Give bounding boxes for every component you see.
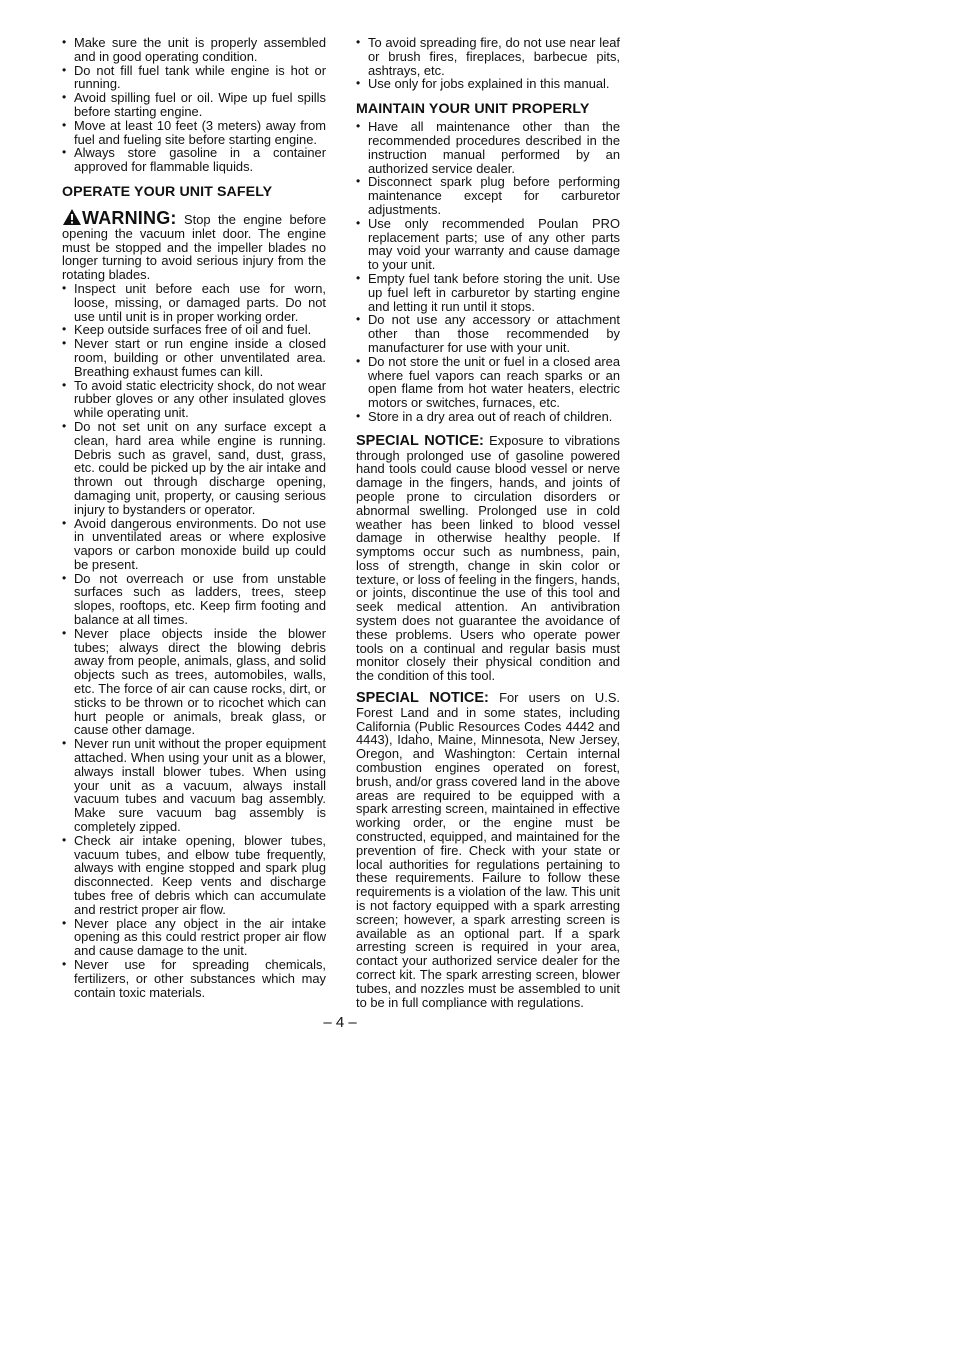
list-item: • Check air intake opening, blower tubes, vacuum tubes, and elbow tube frequently, always with engine stopped and spark plug disconnected. Keep vents and discharge tubes free of debris which can accumulate and restrict proper air flow. (62, 834, 326, 917)
fire-safety-list (356, 36, 620, 91)
list-item: • Avoid dangerous environments. Do not use in unventilated areas or where explosive vapors or carbon monoxide build up could be present. (62, 517, 326, 572)
left-column (62, 36, 326, 999)
warning-paragraph (62, 208, 326, 282)
maintenance-list (356, 120, 620, 424)
list-item: • Store in a dry area out of reach of children. (356, 410, 620, 424)
list-item: • Do not set unit on any surface except a clean, hard area while engine is running. Debris such as gravel, sand, dust, grass, etc. could be picked up by the air intake and thrown out through discharge opening, damaging unit, property, or causing serious injury to bystanders or operator. (62, 420, 326, 517)
section-heading-operate: OPERATE YOUR UNIT SAFELY (62, 183, 273, 200)
list-item: • Move at least 10 feet (3 meters) away from fuel and fueling site before starting engine. (62, 119, 326, 147)
list-item: • Have all maintenance other than the recommended procedures described in the instruction manual performed by an authorized service dealer. (356, 120, 620, 175)
list-item: • Keep outside surfaces free of oil and fuel. (62, 323, 326, 337)
special-notice-label: SPECIAL NOTICE: (356, 432, 484, 449)
warning-label: WARNING: (82, 207, 177, 228)
section-heading-maintain: MAINTAIN YOUR UNIT PROPERLY (356, 101, 590, 118)
list-item: • Disconnect spark plug before performing maintenance except for carburetor adjustments. (356, 175, 620, 216)
list-item: • Never run unit without the proper equipment attached. When using your unit as a blower, always install blower tubes. When using your unit as a vacuum, always install vacuum tubes and vacuum bag assembly. Make sure vacuum bag assembly is completely zipped. (62, 737, 326, 834)
list-item: • To avoid spreading fire, do not use near leaf or brush fires, fireplaces, barbecue pits, ashtrays, etc. (356, 36, 620, 77)
list-item: • Do not overreach or use from unstable surfaces such as ladders, trees, steep slopes, rooftops, etc. Keep firm footing and balance at all times. (62, 572, 326, 627)
list-item: • Do not store the unit or fuel in a closed area where fuel vapors can reach sparks or an open flame from hot water heaters, electric motors or switches, furnaces, etc. (356, 355, 620, 410)
list-item: • Use only for jobs explained in this manual. (356, 77, 620, 91)
special-notice-text: Exposure to vibrations through prolonged use of gasoline powered hand tools could cause blood vessel or nerve damage in the fingers, hands, and joints of people prone to circulation disorders or abnormal swelling. Prolonged use in cold weather has been linked to blood vessel damage in otherwise healthy people. If symptoms occur such as numbness, pain, loss of strength, change in skin color or texture, or loss of feeling in the fingers, hands, or joints, discontinue the use of this tool and seek medical attention. An antivibration system does not guarantee the avoidance of these problems. Users who operate power tools on a continual and regular basis must monitor closely their physical condition and the condition of this tool. (356, 432, 621, 684)
list-item: • Inspect unit before each use for worn, loose, missing, or damaged parts. Do not use until unit is in proper working order. (62, 282, 326, 323)
right-column (356, 36, 620, 1009)
fuel-safety-list (62, 36, 326, 174)
list-item: • Avoid spilling fuel or oil. Wipe up fuel spills before starting engine. (62, 91, 326, 119)
operate-safety-list (62, 282, 326, 999)
list-item: • Never place any object in the air intake opening as this could restrict proper air flow and cause damage to the unit. (62, 917, 326, 958)
special-notice-text: For users on U.S. Forest Land and in some states, including California (Public Resources Codes 4442 and 4443), Idaho, Maine, Minnesota, New Jersey, Oregon, and Washington: Certain internal combustion engines operated on forest, brush, and/or grass covered land in the above areas are required to be equipped with a spark arresting screen, maintained in effective working order, or the engine must be constructed, equipped, and maintained for the prevention of fire. Check with your state or local authorities for regulations pertaining to these requirements. Failure to follow these requirements is a violation of the law. This unit is not factory equipped with a spark arresting screen; however, a spark arresting screen is available as an optional part. If a spark arresting screen is required in your area, contact your authorized service dealer for the correct kit. The spark arresting screen, blower tubes, and nozzles must be assembled to unit to be in full compliance with regulations. (356, 690, 621, 1010)
special-notice-vibration (356, 434, 620, 683)
list-item: • To avoid static electricity shock, do not wear rubber gloves or any other insulated gloves while operating unit. (62, 379, 326, 420)
list-item: • Do not use any accessory or attachment other than those recommended by manufacturer for use with your unit. (356, 313, 620, 354)
list-item: • Make sure the unit is properly assembled and in good operating condition. (62, 36, 326, 64)
list-item: • Never use for spreading chemicals, fertilizers, or other substances which may contain toxic materials. (62, 958, 326, 999)
warning-triangle-icon (62, 208, 82, 226)
list-item: • Use only recommended Poulan PRO replacement parts; use of any other parts may void your warranty and cause damage to your unit. (356, 217, 620, 272)
list-item: • Always store gasoline in a container approved for flammable liquids. (62, 146, 326, 174)
special-notice-label: SPECIAL NOTICE: (356, 690, 489, 707)
warning-text: Stop the engine before opening the vacuum inlet door. The engine must be stopped and the impeller blades no longer turning to avoid serious injury from the rotating blades. (62, 211, 326, 283)
list-item: • Empty fuel tank before storing the unit. Use up fuel left in carburetor by starting engine and letting it run until it stops. (356, 272, 620, 313)
page-number: – 4 – (323, 1014, 357, 1031)
list-item: • Never start or run engine inside a closed room, building or other unventilated area. Breathing exhaust fumes can kill. (62, 337, 326, 378)
special-notice-spark-arrestor (356, 691, 620, 1009)
list-item: • Never place objects inside the blower tubes; always direct the blowing debris away from people, animals, glass, and solid objects such as trees, automobiles, walls, etc. The force of air can cause rocks, dirt, or sticks to be thrown or to ricochet which can hurt people or animals, break glass, or cause other damage. (62, 627, 326, 737)
list-item: • Do not fill fuel tank while engine is hot or running. (62, 64, 326, 92)
